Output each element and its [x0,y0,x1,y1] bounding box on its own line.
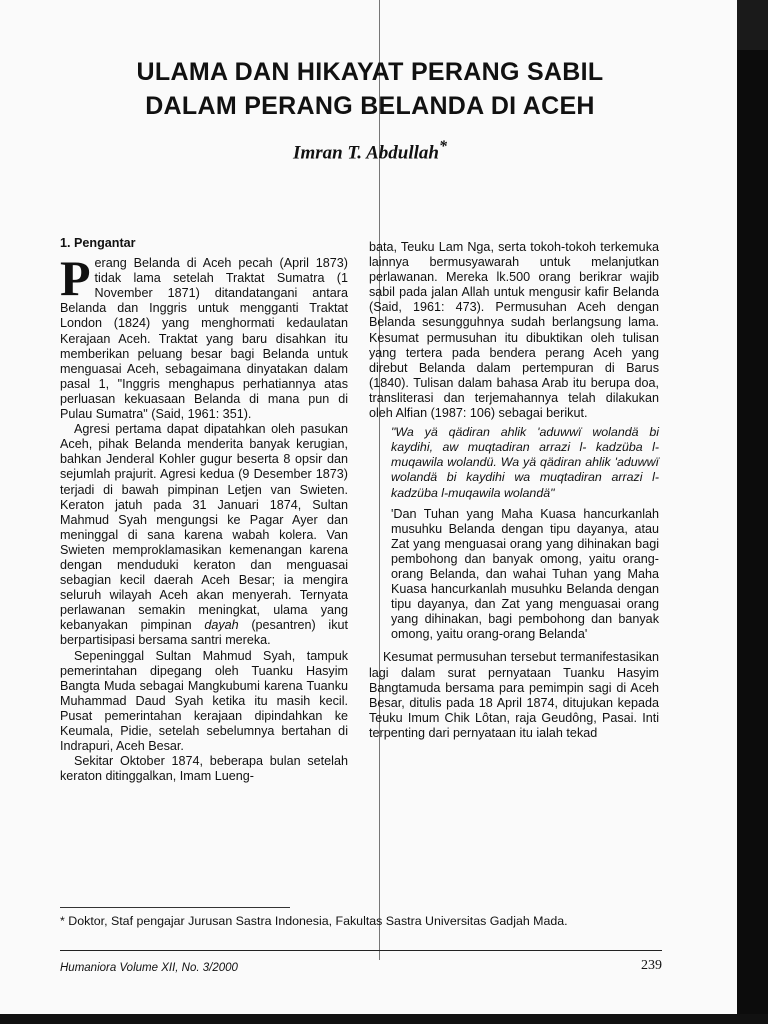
drop-cap: P [60,250,91,307]
quote-translation: 'Dan Tuhan yang Maha Kuasa hancurkanlah musuhku Belanda dengan tipu dayanya, atau Zat yang menguasai orang yang dihinakan bagi pembohong dan banyak omong, yaitu orang-orang Belanda, dan wahai Tuhan yang Maha Kuasa hancurkanlah musuhku Belanda dengan tipu dayanya, dan Zat yang menguasai orang yang dihinakan, bagi pembohong dan banyak omong, yaitu orang-orang Belanda' [391,506,659,642]
article-title-line-2: DALAM PERANG BELANDA DI ACEH [145,92,595,120]
paragraph-2-text: Agresi pertama dapat dipatahkan oleh pasukan Aceh, pihak Belanda menderita banyak kerugian, bahkan Jenderal Kohler gugur beserta 8 opsir dan sejumlah prajurit. Agresi kedua (9 Desember 1873) terjadi di bawah pimpinan Letjen van Swieten. Keraton jatuh pada 31 Januari 1874, Sultan Mahmud Syah mengungsi ke Pagar Ayer dan meninggal di sana karena wabah kolera. Van Swieten memproklamasikan kemenangan karena dengan menduduki keraton dan menguasai sebagian kecil daerah Aceh Besar; ia mengira seluruh wilayah Aceh akan menyerah. Ternyata perlawanan semakin meningkat, ulama yang kebanyakan pimpinan [60,422,348,633]
footnote-rule [60,907,290,908]
paragraph-6: Kesumat permusuhan tersebut termanifestasikan lagi dalam surat pernyataan Tuanku Hasyim Bangtamuda bersama para pemimpin sagi di Aceh Besar, ditulis pada 18 April 1874, ditujukan kepada Teuku Imum Chik Lôtan, raja Geudông, Pasai. Inti terpenting dari pernyataan itu ialah tekad [369,650,659,740]
footer-rule [60,950,662,951]
right-column [369,240,659,741]
footnote-mark: * [60,914,65,928]
paragraph-2 [60,422,348,648]
paragraph-2-italic: dayah [204,618,239,633]
scan-edge-bottom [0,1014,768,1024]
arabic-transliteration-quote: "Wa yä qädiran ahlik 'aduwwï wolandä bi kaydihi, aw muqtadiran arrazi l- kadzüba l-muqawila wolandü. Wa yä qädiran ahlik 'aduwwï wolandä bi kaydihi wa muqtadiran arrazi l-kadzüba l-muqawila wolandä" [391,425,659,500]
paragraph-5: bata, Teuku Lam Nga, serta tokoh-tokoh terkemuka lainnya bermusyawarah untuk melanjutkan perlawanan. Mereka lk.500 orang berikrar wajib sabil pada jalan Allah untuk mengusir kafir Belanda (Said, 1961: 473). Permusuhan Aceh dengan Belanda sesungguhnya sudah berlangsung lama. Kesumat permusuhan itu dibuktikan oleh tulisan yang tertera pada bendera perang Aceh yang direbut Belanda dalam pertempuran di Barus (1840). Tulisan dalam bahasa Arab itu berupa doa, transliterasi dan terjemahannya telah dilakukan oleh Alfian (1987: 106) sebagai berikut. [369,240,659,421]
author-name [40,138,700,164]
left-column [60,236,348,784]
author-footnote-mark: * [438,138,447,155]
paragraph-2-tail: (pesantren) ikut berpartisipasi bersama santri mereka. [60,618,349,648]
scan-edge-top [737,0,768,50]
footnote [60,914,700,928]
page-number: 239 [641,958,662,973]
paragraph-3: Sepeninggal Sultan Mahmud Syah, tampuk pemerintahan dipegang oleh Tuanku Hasyim Bangta Muda sebagai Mangkubumi karena Tuanku Muhammad Daud Syah ketika itu masih kecil. Pusat pemerintahan kerajaan dipindahkan ke Keumala, Pidie, setelah sebelumnya bertahan di Indrapuri, Aceh Besar. [60,648,348,754]
paragraph-4: Sekitar Oktober 1874, beberapa bulan setelah keraton ditinggalkan, Imam Lueng- [60,754,348,784]
footnote-text: Doktor, Staf pengajar Jurusan Sastra Indonesia, Fakultas Sastra Universitas Gadjah Mada. [68,914,568,928]
paragraph-1-text: erang Belanda di Aceh pecah (April 1873) tidak lama setelah Traktat Sumatra (1 November 1871) ditandatangani antara Belanda dan Inggris untuk mengganti Traktat London (1824) yang menghormati kedaulatan Kerajaan Aceh. Traktat yang baru disahkan itu memberikan peluang besar bagi Belanda untuk menguasai Aceh, sebagaimana dinyatakan dalam pasal 1, "Inggris menghapus perhatiannya atas perluasan kekuasaan Belanda di mana pun di Pulau Sumatra" (Said, 1961: 351). [60,256,348,422]
paragraph-1 [60,250,348,422]
author-name-text: Imran T. Abdullah [293,142,439,164]
article-title-line-1: ULAMA DAN HIKAYAT PERANG SABIL [136,58,604,86]
journal-citation: Humaniora Volume XII, No. 3/2000 [60,962,238,974]
scan-edge-right [737,0,768,1024]
section-heading: 1. Pengantar [60,236,136,250]
